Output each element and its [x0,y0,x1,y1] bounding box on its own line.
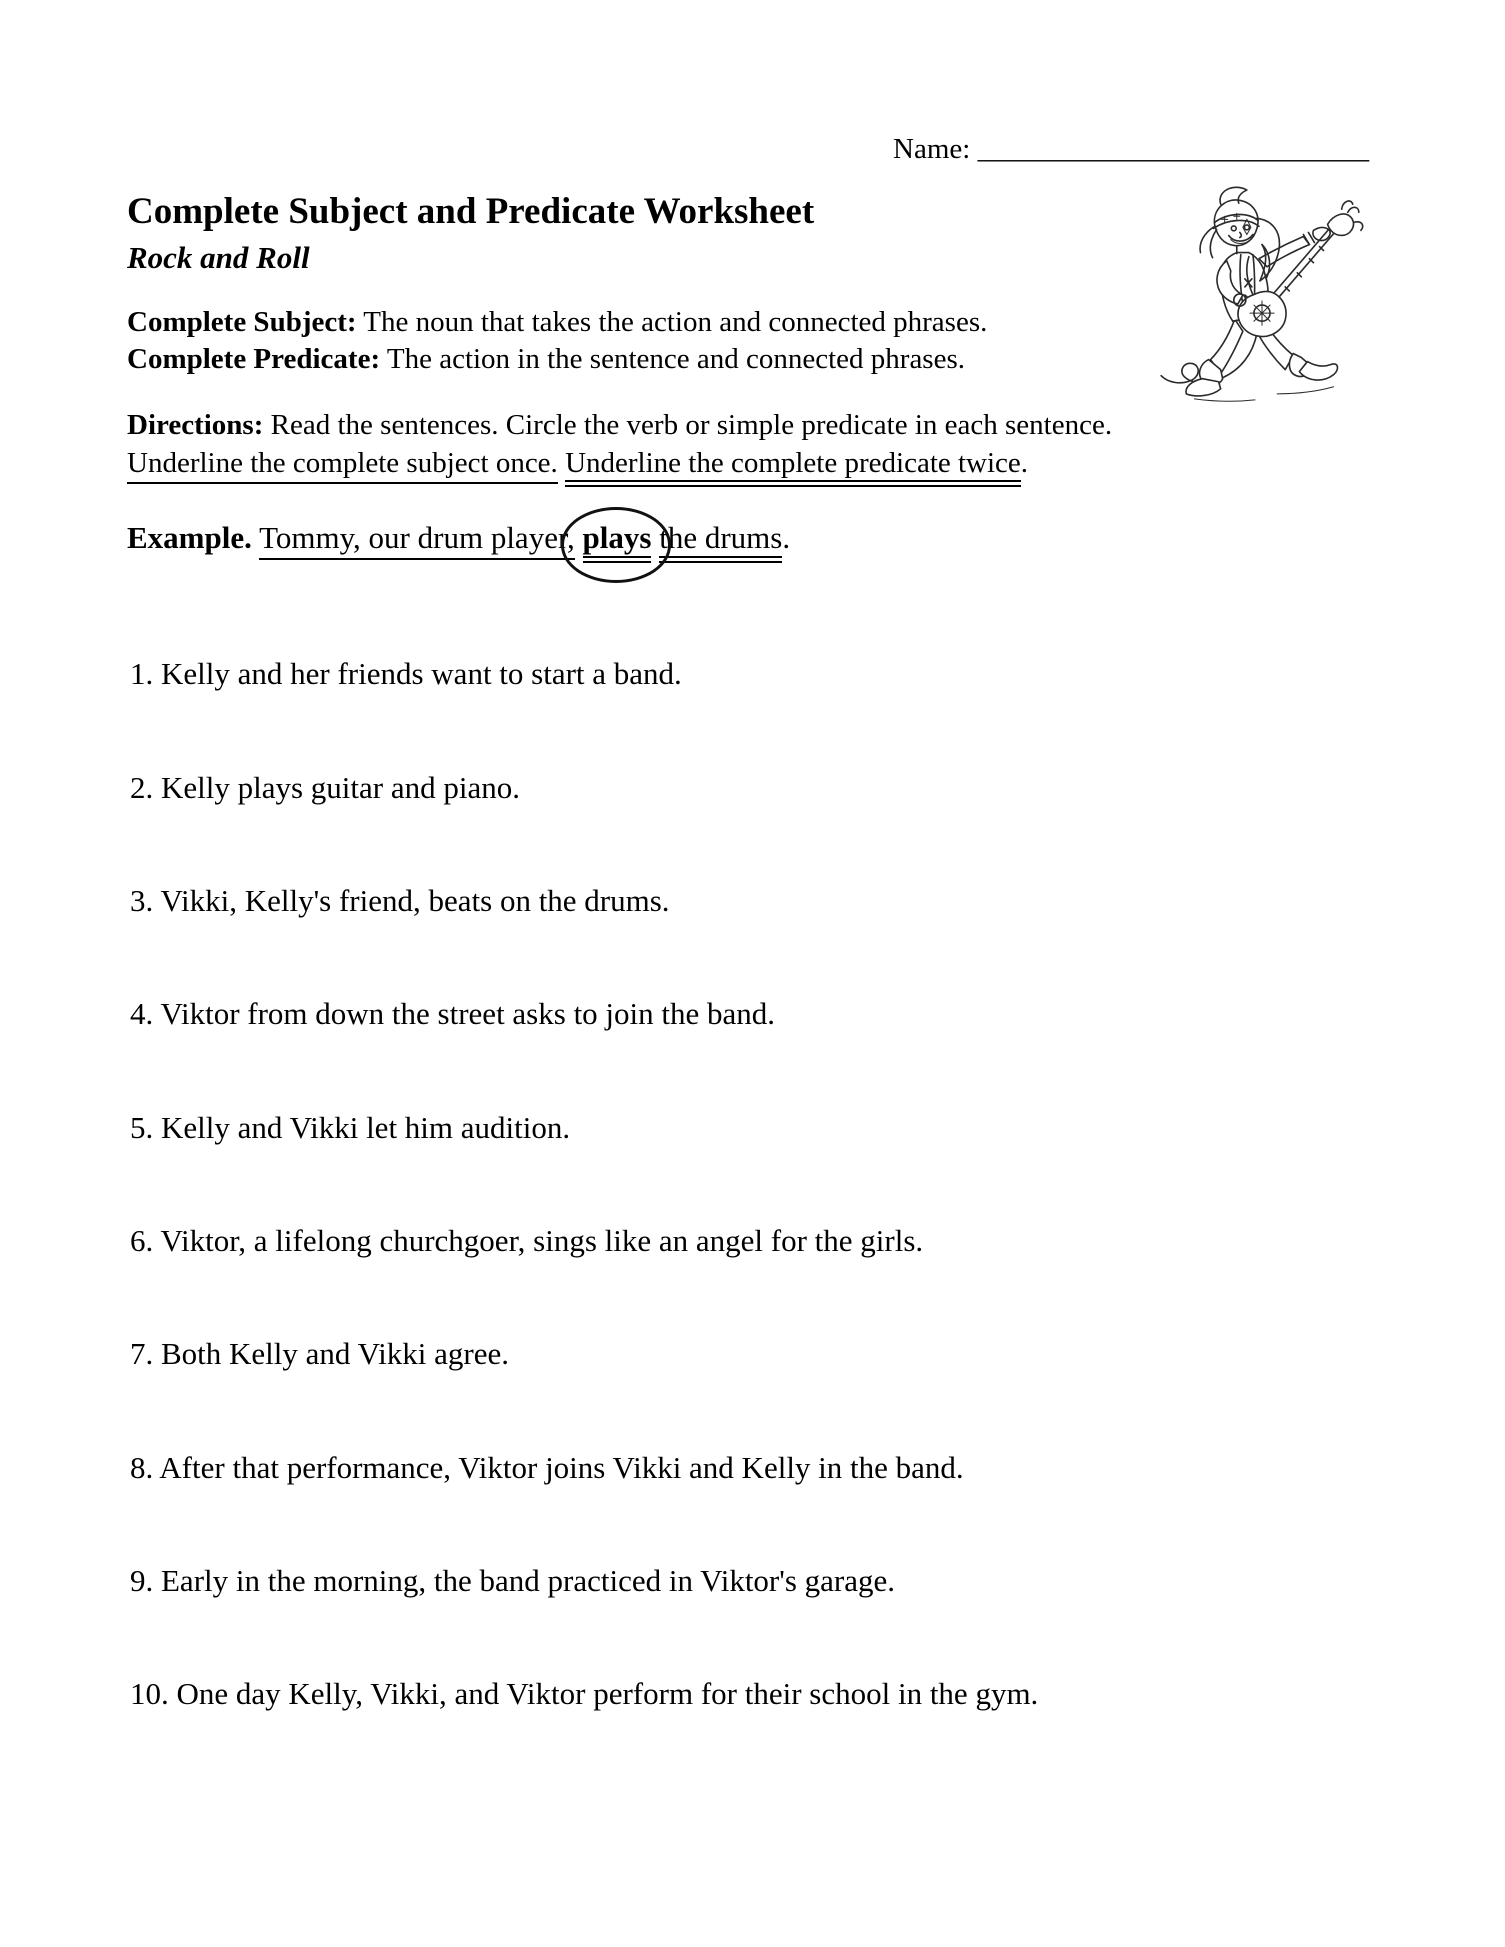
sentence-number: 3. [130,883,154,918]
sentence-text: After that performance, Viktor joins Vikki and Kelly in the band. [159,1450,964,1485]
sentence-number: 6. [130,1223,154,1258]
sentence-item-10 [130,1676,1038,1712]
sentence-number: 4. [130,996,154,1031]
sentence-item-7 [130,1336,509,1372]
sentence-number: 5. [130,1110,154,1145]
example-complete-subject: Tommy, our drum player, [259,520,575,560]
example-complete-predicate: the drums [659,520,782,563]
definition-text: The action in the sentence and connected phrases. [386,343,966,375]
name-blank-line: ___________________________ [977,133,1370,165]
example-label: Example. [127,520,252,555]
definition-complete-predicate [127,341,987,378]
page-subtitle: Rock and Roll [127,240,310,275]
directions-block [127,406,1112,482]
sentence-item-3 [130,883,670,919]
example-sentence [127,520,790,556]
definition-complete-subject [127,304,987,341]
definition-term: Complete Subject: [127,306,357,338]
definitions-block [127,304,987,378]
page-title: Complete Subject and Predicate Worksheet [127,191,815,232]
sentence-item-1 [130,656,682,692]
example-verb-wrap [583,520,652,556]
sentence-number: 2. [130,770,154,805]
name-label: Name: [893,133,971,165]
sentence-text: Vikki, Kelly's friend, beats on the drums. [160,883,670,918]
directions-subject-rule: Underline the complete subject once. [127,447,558,484]
rock-guitarist-illustration [1156,182,1368,412]
sentence-number: 7. [130,1336,154,1371]
sentence-item-5 [130,1110,570,1146]
sentence-text: Viktor from down the street asks to join the band. [160,996,776,1031]
directions-line-2 [127,444,1112,482]
sentence-item-2 [130,770,520,806]
example-period: . [782,520,791,555]
sentence-item-4 [130,996,775,1032]
sentence-text: Kelly and Vikki let him audition. [161,1110,571,1145]
directions-predicate-rule: Underline the complete predicate twice [565,447,1021,487]
name-field [893,133,1369,166]
directions-period: . [1020,447,1029,479]
sentence-number: 1. [130,656,154,691]
definition-term: Complete Predicate: [127,343,381,375]
sentence-text: Viktor, a lifelong churchgoer, sings like an angel for the girls. [160,1223,924,1258]
directions-line-1 [127,406,1112,444]
sentence-number: 10. [130,1676,169,1711]
example-verb: plays [583,520,652,563]
sentence-number: 9. [130,1563,154,1598]
sentence-number: 8. [130,1450,154,1485]
sentence-text: One day Kelly, Vikki, and Viktor perform for their school in the gym. [176,1676,1039,1711]
definition-text: The noun that takes the action and connected phrases. [363,306,988,338]
directions-intro: Read the sentences. Circle the verb or simple predicate in each sentence. [270,409,1113,441]
sentence-item-9 [130,1563,895,1599]
sentence-text: Kelly plays guitar and piano. [161,770,520,805]
sentence-item-6 [130,1223,923,1259]
sentence-text: Both Kelly and Vikki agree. [161,1336,509,1371]
directions-label: Directions: [127,409,264,441]
sentence-text: Kelly and her friends want to start a band. [161,656,682,691]
sentence-item-8 [130,1450,964,1486]
sentence-text: Early in the morning, the band practiced in Viktor's garage. [161,1563,896,1598]
